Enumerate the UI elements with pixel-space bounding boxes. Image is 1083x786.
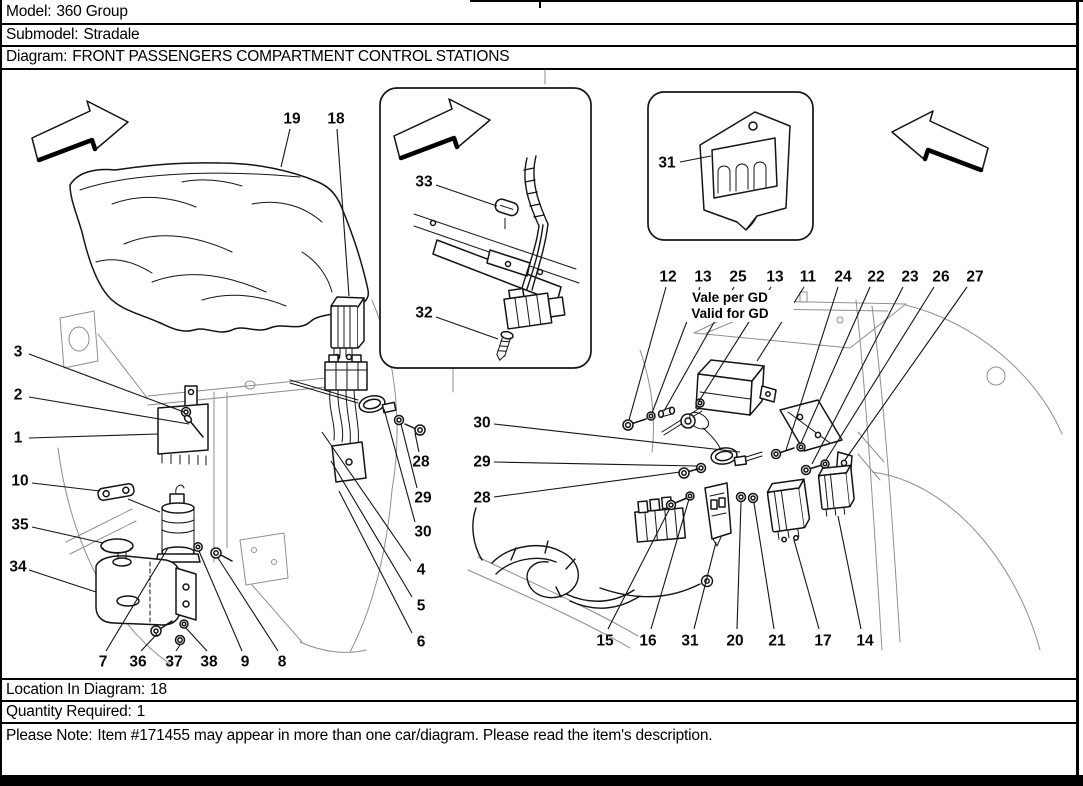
header-row-divider-2	[0, 45, 1079, 47]
gd-inset-caption	[666, 290, 794, 322]
relay-17	[766, 479, 812, 543]
model-label: Model:	[6, 3, 52, 20]
diagram-area	[0, 68, 1083, 678]
callout-25-25: 25	[729, 268, 747, 286]
note-row	[6, 727, 712, 745]
submodel-row	[6, 26, 139, 44]
quantity-label: Quantity Required:	[6, 703, 132, 720]
leader-line-1-4	[29, 434, 158, 438]
gd-bracket-scene-31	[705, 483, 731, 546]
callout-13-24: 13	[694, 268, 712, 286]
quantity-row	[6, 703, 145, 721]
callout-1-4: 1	[13, 429, 23, 447]
callout-17-41: 17	[814, 632, 832, 650]
reservoir-tank-34	[96, 552, 180, 625]
leader-line-3-2	[29, 354, 184, 412]
header-row-divider-1	[0, 23, 1079, 25]
leader-line-26-31	[826, 287, 934, 460]
leader-line-4-17	[322, 432, 411, 561]
diagram-title-value: FRONT PASSENGERS COMPARTMENT CONTROL STATIONS	[72, 48, 510, 65]
note-value: Item #171455 may appear in more than one car/diagram. Please read the item's description.	[97, 727, 713, 744]
callout-26-31: 26	[932, 268, 950, 286]
leader-line-28-35	[494, 472, 680, 497]
callout-29-15: 29	[414, 489, 432, 507]
callout-15-36: 15	[596, 632, 614, 650]
direction-arrow-left-icon	[32, 101, 128, 161]
callout-29-34: 29	[473, 453, 491, 471]
callout-27-32: 27	[966, 268, 984, 286]
callout-8-13: 8	[277, 653, 287, 671]
leader-line-29-34	[494, 462, 697, 466]
leader-line-9-12	[199, 551, 242, 651]
callout-11-27: 11	[799, 268, 817, 286]
leader-line-5-18	[331, 461, 412, 597]
quantity-value: 1	[136, 703, 146, 720]
location-label: Location In Diagram:	[6, 681, 146, 698]
callout-33-20: 33	[415, 173, 433, 191]
diagram-label: Diagram:	[6, 48, 68, 65]
leader-line-20-39	[737, 502, 741, 629]
gd-caption-english: Valid for GD	[691, 306, 769, 321]
callout-30-33: 30	[473, 414, 491, 432]
callout-35-6: 35	[11, 516, 29, 534]
callout-20-39: 20	[726, 632, 744, 650]
note-label: Please Note:	[6, 727, 93, 744]
callout-7-8: 7	[98, 653, 108, 671]
callout-2-3: 2	[13, 386, 23, 404]
callout-13-26: 13	[766, 268, 784, 286]
leader-line-38-11	[186, 628, 207, 651]
callout-37-10: 37	[165, 653, 183, 671]
callout-22-29: 22	[867, 268, 885, 286]
callout-4-17: 4	[416, 561, 426, 579]
callout-12-23: 12	[659, 268, 677, 286]
page-bottom-bar	[0, 775, 1083, 786]
solenoid-valve-7	[156, 485, 232, 562]
leader-line-10-5	[32, 483, 100, 491]
callout-10-5: 10	[11, 472, 29, 490]
tank-cap-35	[101, 539, 133, 553]
callout-30-16: 30	[414, 523, 432, 541]
callout-31-22: 31	[658, 154, 676, 172]
junction-module	[634, 496, 685, 542]
leader-line-6-19	[339, 491, 412, 633]
footer-top-divider	[0, 678, 1079, 680]
hood-cover-19	[70, 163, 368, 332]
callout-34-7: 34	[9, 558, 27, 576]
leader-line-37-10	[176, 645, 180, 651]
gd-caption-italian: Vale per GD	[692, 290, 768, 305]
leader-line-12-23	[629, 287, 666, 420]
callout-28-35: 28	[473, 489, 491, 507]
callout-28-14: 28	[412, 453, 430, 471]
fastener-15-16	[667, 492, 695, 510]
leader-line-36-9	[141, 634, 157, 651]
model-value: 360 Group	[56, 3, 128, 20]
connector-block	[325, 355, 367, 482]
callout-6-19: 6	[416, 633, 426, 651]
callout-9-12: 9	[240, 653, 250, 671]
leader-line-19-0	[281, 129, 290, 167]
leader-line-28-14	[415, 433, 419, 452]
callout-19-0: 19	[283, 110, 301, 128]
callout-23-30: 23	[901, 268, 919, 286]
footer-row-divider-2	[0, 722, 1079, 724]
leader-line-35-6	[32, 527, 103, 543]
relay-18	[331, 297, 364, 360]
callout-16-37: 16	[639, 632, 657, 650]
callout-31-38: 31	[681, 632, 699, 650]
bracket-arm	[128, 499, 160, 512]
location-value: 18	[150, 681, 167, 698]
submodel-label: Submodel:	[6, 26, 79, 43]
direction-arrow-right-icon	[892, 111, 988, 171]
control-unit-1	[158, 386, 208, 465]
callout-36-9: 36	[129, 653, 147, 671]
grommets-20-21	[737, 493, 758, 503]
leader-line-34-7	[29, 570, 96, 592]
callout-38-11: 38	[200, 653, 218, 671]
page-top-border	[470, 0, 1083, 2]
leader-line-14-42	[838, 516, 861, 629]
top-border-tick	[539, 0, 541, 8]
diagram-title-row	[6, 48, 509, 66]
bracket-10	[97, 483, 135, 501]
footer-row-divider-1	[0, 700, 1079, 702]
callout-18-1: 18	[327, 110, 345, 128]
callout-14-42: 14	[856, 632, 874, 650]
submodel-value: Stradale	[83, 26, 140, 43]
inset-box-crossmember	[380, 88, 591, 368]
callout-3-2: 3	[13, 343, 23, 361]
model-row	[6, 3, 128, 21]
leader-line-17-41	[794, 540, 819, 629]
relay-14	[818, 465, 856, 516]
callout-24-28: 24	[834, 268, 852, 286]
location-row	[6, 681, 167, 699]
callout-5-18: 5	[416, 597, 426, 615]
callout-32-21: 32	[415, 304, 433, 322]
tank-mount-plate	[176, 568, 196, 620]
callout-21-40: 21	[768, 632, 786, 650]
